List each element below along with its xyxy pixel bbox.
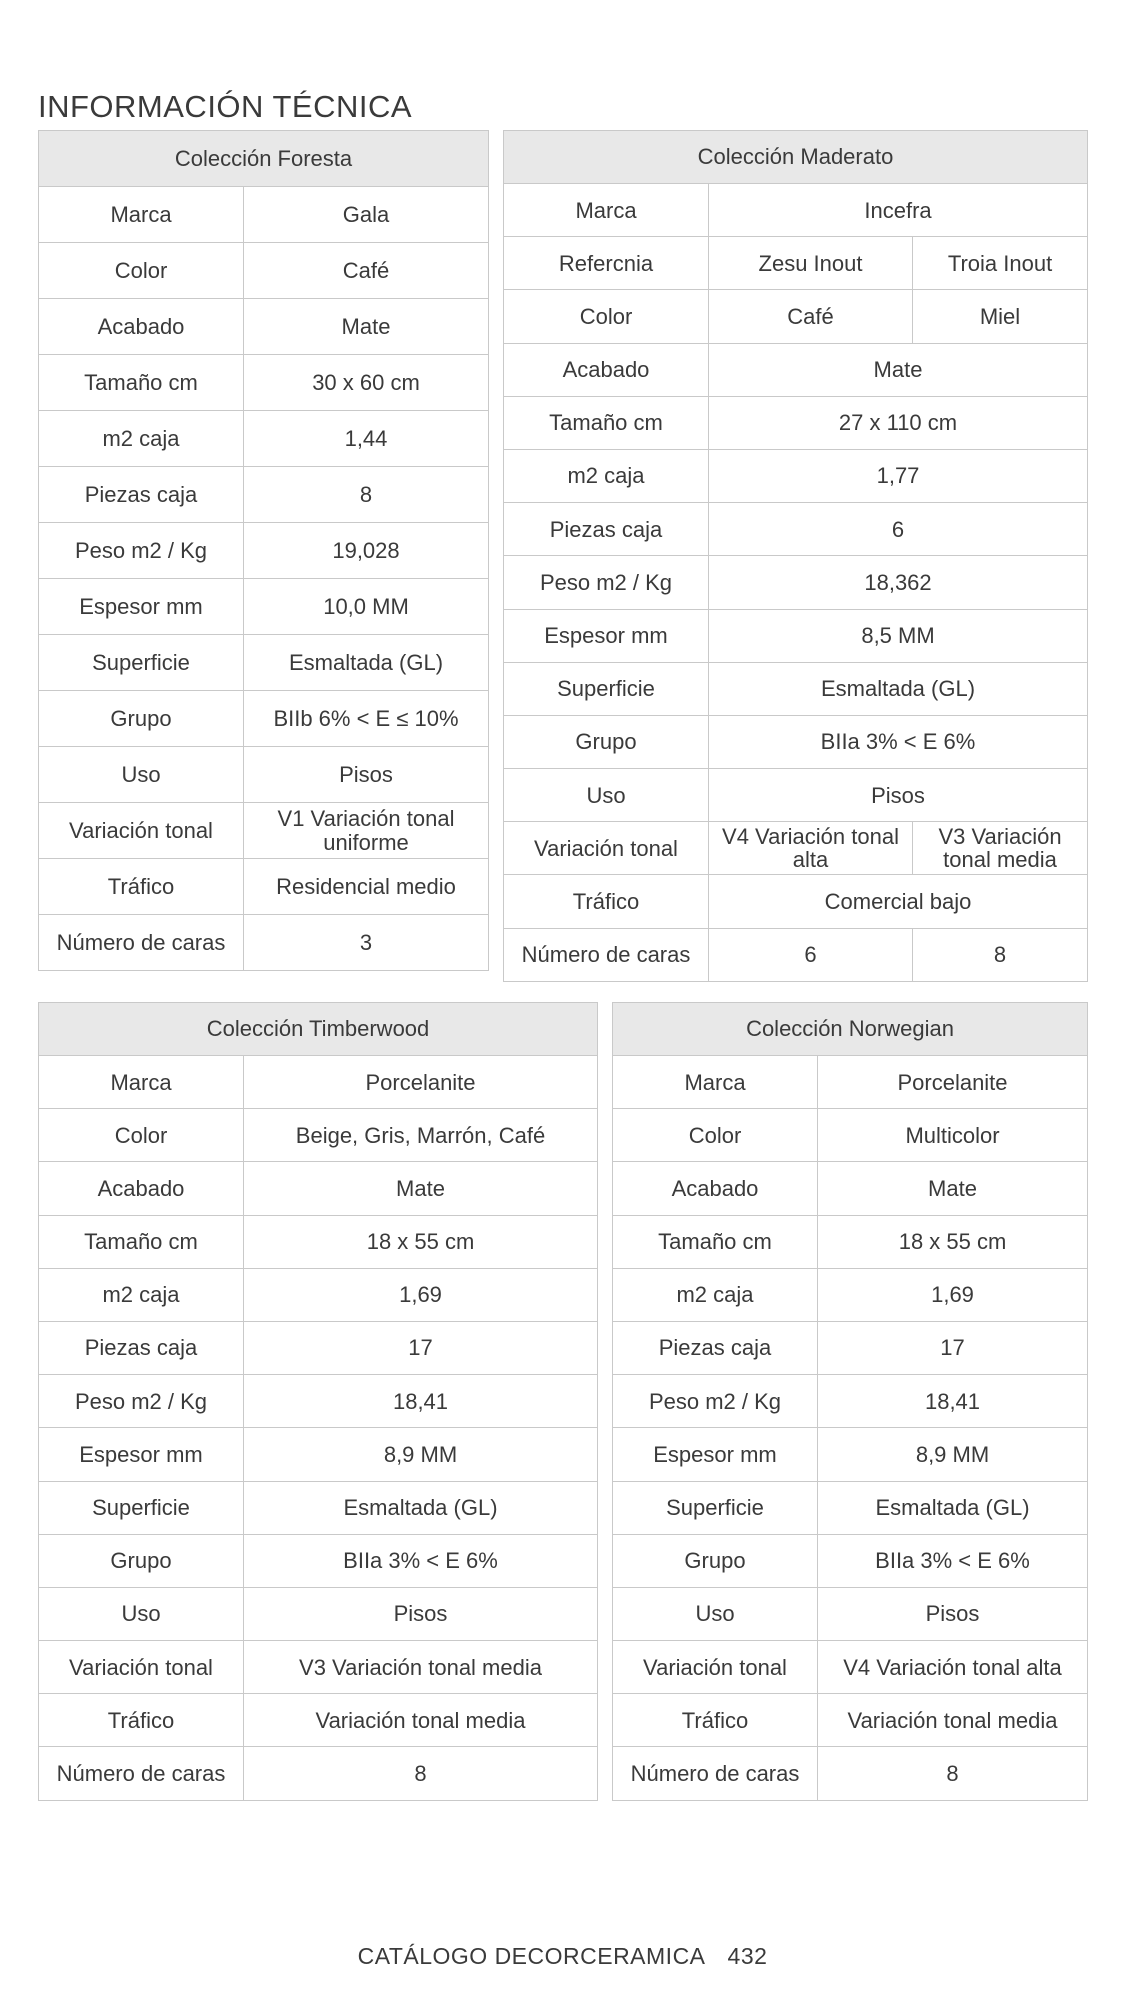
row-label-color: Color [613,1109,818,1162]
row-label-trafico: Tráfico [613,1694,818,1747]
value-peso: 19,028 [244,523,489,579]
table-row [613,1321,1088,1374]
row-label-marca: Marca [39,187,244,243]
table-row [504,503,1088,556]
value-grupo: BIIa 3% < E 6% [244,1534,598,1587]
table-row [39,1162,598,1215]
table-row [39,1428,598,1481]
row-label-trafico: Tráfico [504,875,709,928]
value-espesor: 10,0 MM [244,579,489,635]
table-row [504,822,1088,875]
value-superficie: Esmaltada (GL) [818,1481,1088,1534]
value-variacion: V1 Variación tonal uniforme [244,803,489,859]
row-label-variacion: Variación tonal [613,1641,818,1694]
table-title: Colección Timberwood [39,1003,598,1056]
value-color: Café [244,243,489,299]
row-label-uso: Uso [613,1587,818,1640]
table-row [613,1268,1088,1321]
row-label-variacion: Variación tonal [39,1641,244,1694]
table-title: Colección Norwegian [613,1003,1088,1056]
row-label-m2: m2 caja [39,411,244,467]
value-espesor: 8,9 MM [244,1428,598,1481]
table-row [39,915,489,971]
row-label-trafico: Tráfico [39,1694,244,1747]
table-row [504,449,1088,502]
table-row [39,523,489,579]
table-row [39,467,489,523]
row-label-peso: Peso m2 / Kg [39,523,244,579]
value-superficie: Esmaltada (GL) [244,635,489,691]
row-label-m2: m2 caja [613,1268,818,1321]
table-row [613,1694,1088,1747]
table-row [39,1109,598,1162]
row-label-espesor: Espesor mm [504,609,709,662]
row-label-piezas: Piezas caja [39,1321,244,1374]
value-caras-a: 6 [709,928,913,981]
row-label-uso: Uso [504,769,709,822]
row-label-espesor: Espesor mm [39,579,244,635]
table-row [613,1056,1088,1109]
value-piezas: 17 [244,1321,598,1374]
value-uso: Pisos [818,1587,1088,1640]
value-variacion: V4 Variación tonal alta [818,1641,1088,1694]
row-label-referencia: Refercnia [504,237,709,290]
row-label-color: Color [39,243,244,299]
row-label-color: Color [504,290,709,343]
row-label-acabado: Acabado [504,343,709,396]
foresta-spec-table [38,130,489,971]
value-referencia-a: Zesu Inout [709,237,913,290]
value-caras-b: 8 [913,928,1088,981]
row-label-peso: Peso m2 / Kg [504,556,709,609]
row-label-color: Color [39,1109,244,1162]
row-label-acabado: Acabado [39,1162,244,1215]
value-piezas: 6 [709,503,1088,556]
row-label-espesor: Espesor mm [39,1428,244,1481]
page-title: INFORMACIÓN TÉCNICA [38,88,413,124]
row-label-acabado: Acabado [39,299,244,355]
value-tamano: 27 x 110 cm [709,396,1088,449]
value-uso: Pisos [244,1587,598,1640]
value-uso: Pisos [244,747,489,803]
value-superficie: Esmaltada (GL) [709,662,1088,715]
table-title: Colección Maderato [504,131,1088,184]
value-tamano: 30 x 60 cm [244,355,489,411]
row-label-m2: m2 caja [39,1268,244,1321]
table-row [613,1747,1088,1800]
row-label-grupo: Grupo [39,1534,244,1587]
value-color: Beige, Gris, Marrón, Café [244,1109,598,1162]
row-label-piezas: Piezas caja [613,1321,818,1374]
table-row [504,609,1088,662]
table-row [613,1587,1088,1640]
row-label-variacion: Variación tonal [504,822,709,875]
value-espesor: 8,5 MM [709,609,1088,662]
row-label-espesor: Espesor mm [613,1428,818,1481]
table-row [39,803,489,859]
table-row [39,1215,598,1268]
row-label-acabado: Acabado [613,1162,818,1215]
table-row [504,769,1088,822]
value-color: Multicolor [818,1109,1088,1162]
table-row [504,715,1088,768]
row-label-tamano: Tamaño cm [39,1215,244,1268]
row-label-piezas: Piezas caja [39,467,244,523]
table-row [39,691,489,747]
value-peso: 18,41 [244,1375,598,1428]
table-row [39,355,489,411]
table-row [39,299,489,355]
value-acabado: Mate [244,1162,598,1215]
value-m2: 1,69 [818,1268,1088,1321]
value-variacion-b: V3 Variación tonal media [913,822,1088,875]
value-uso: Pisos [709,769,1088,822]
table-row [39,1534,598,1587]
row-label-marca: Marca [39,1056,244,1109]
value-trafico: Comercial bajo [709,875,1088,928]
value-peso: 18,362 [709,556,1088,609]
table-row [613,1215,1088,1268]
value-grupo: BIIb 6% < E ≤ 10% [244,691,489,747]
value-variacion: V3 Variación tonal media [244,1641,598,1694]
value-superficie: Esmaltada (GL) [244,1481,598,1534]
row-label-peso: Peso m2 / Kg [613,1375,818,1428]
value-marca: Incefra [709,184,1088,237]
value-caras: 3 [244,915,489,971]
value-m2: 1,44 [244,411,489,467]
row-label-piezas: Piezas caja [504,503,709,556]
row-label-caras: Número de caras [504,928,709,981]
table-row [613,1162,1088,1215]
table-row [39,187,489,243]
table-row [504,875,1088,928]
value-caras: 8 [244,1747,598,1800]
table-row [504,556,1088,609]
row-label-tamano: Tamaño cm [613,1215,818,1268]
table-row [39,1641,598,1694]
row-label-caras: Número de caras [39,915,244,971]
row-label-grupo: Grupo [39,691,244,747]
table-row [39,635,489,691]
table-row [613,1428,1088,1481]
value-acabado: Mate [818,1162,1088,1215]
value-trafico: Variación tonal media [818,1694,1088,1747]
row-label-marca: Marca [504,184,709,237]
value-peso: 18,41 [818,1375,1088,1428]
value-acabado: Mate [244,299,489,355]
row-label-trafico: Tráfico [39,859,244,915]
table-row [613,1641,1088,1694]
value-espesor: 8,9 MM [818,1428,1088,1481]
table-row [39,859,489,915]
table-row [39,1587,598,1640]
row-label-variacion: Variación tonal [39,803,244,859]
table-title: Colección Foresta [39,131,489,187]
table-row [504,237,1088,290]
table-row [39,1747,598,1800]
table-row [39,411,489,467]
value-marca: Porcelanite [818,1056,1088,1109]
table-row [504,290,1088,343]
norwegian-spec-table [612,1002,1088,1801]
row-label-grupo: Grupo [504,715,709,768]
row-label-grupo: Grupo [613,1534,818,1587]
table-row [504,928,1088,981]
value-m2: 1,69 [244,1268,598,1321]
table-row [613,1534,1088,1587]
row-label-superficie: Superficie [613,1481,818,1534]
table-row [613,1481,1088,1534]
row-label-caras: Número de caras [613,1747,818,1800]
table-row [504,396,1088,449]
value-marca: Porcelanite [244,1056,598,1109]
table-row [613,1109,1088,1162]
value-caras: 8 [818,1747,1088,1800]
maderato-spec-table [503,130,1088,982]
value-tamano: 18 x 55 cm [244,1215,598,1268]
row-label-superficie: Superficie [39,1481,244,1534]
value-grupo: BIIa 3% < E 6% [818,1534,1088,1587]
row-label-peso: Peso m2 / Kg [39,1375,244,1428]
value-m2: 1,77 [709,449,1088,502]
value-piezas: 8 [244,467,489,523]
table-row [39,1056,598,1109]
value-color-b: Miel [913,290,1088,343]
value-variacion-a: V4 Variación tonal alta [709,822,913,875]
value-acabado: Mate [709,343,1088,396]
row-label-caras: Número de caras [39,1747,244,1800]
value-trafico: Variación tonal media [244,1694,598,1747]
row-label-marca: Marca [613,1056,818,1109]
catalog-name: CATÁLOGO DECORCERAMICA [357,1943,706,1969]
table-row [39,1268,598,1321]
table-row [613,1375,1088,1428]
row-label-tamano: Tamaño cm [504,396,709,449]
page-number: 432 [727,1943,768,1969]
value-piezas: 17 [818,1321,1088,1374]
table-row [504,662,1088,715]
value-trafico: Residencial medio [244,859,489,915]
value-color-a: Café [709,290,913,343]
row-label-uso: Uso [39,747,244,803]
table-row [39,1694,598,1747]
row-label-superficie: Superficie [504,662,709,715]
page-footer [0,1943,1125,1970]
table-row [39,1321,598,1374]
table-row [39,243,489,299]
row-label-tamano: Tamaño cm [39,355,244,411]
value-tamano: 18 x 55 cm [818,1215,1088,1268]
value-referencia-b: Troia Inout [913,237,1088,290]
table-row [39,579,489,635]
table-row [504,343,1088,396]
table-row [39,1481,598,1534]
timberwood-spec-table [38,1002,598,1801]
value-grupo: BIIa 3% < E 6% [709,715,1088,768]
row-label-uso: Uso [39,1587,244,1640]
table-row [39,747,489,803]
row-label-m2: m2 caja [504,449,709,502]
table-row [504,184,1088,237]
value-marca: Gala [244,187,489,243]
table-row [39,1375,598,1428]
row-label-superficie: Superficie [39,635,244,691]
